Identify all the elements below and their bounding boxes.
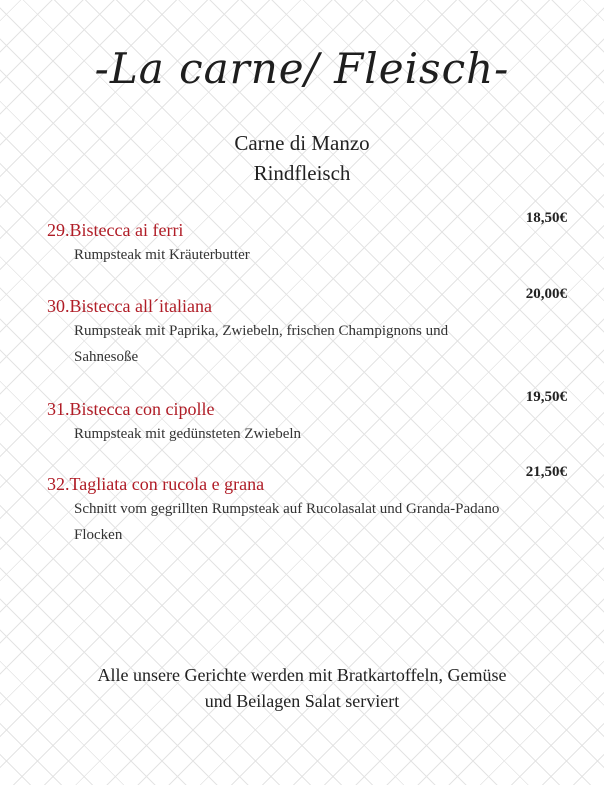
menu-item-description: Rumpsteak mit Paprika, Zwiebeln, frischen Champignons und Sahnesoße (74, 323, 449, 365)
menu-item-price: 21,50€ (525, 464, 567, 480)
menu-item (47, 210, 567, 268)
menu-item-description: Schnitt vom gegrillten Rumpsteak auf Rucolasalat und Granda-Padano Flocken (74, 501, 500, 543)
menu-item-name: 29.Bistecca ai ferri (47, 220, 184, 240)
menu-item-price: 18,50€ (525, 210, 567, 226)
menu-item-name: 31.Bistecca con cipolle (47, 399, 215, 419)
menu-item-description: Rumpsteak mit gedünsteten Zwiebeln (74, 426, 302, 442)
footer-note (0, 662, 604, 714)
menu-item-price: 19,50€ (525, 389, 567, 405)
page-title: -La carne/ Fleisch- (94, 44, 510, 93)
menu-item-name: 30.Bistecca all´italiana (47, 296, 212, 316)
menu-item-price: 20,00€ (525, 286, 567, 302)
section-title-italian: Carne di Manzo (234, 131, 370, 155)
footer-line: und Beilagen Salat serviert (204, 691, 400, 711)
section-title-german: Rindfleisch (253, 161, 351, 185)
menu-item (47, 464, 567, 548)
footer-line: Alle unsere Gerichte werden mit Bratkartoffeln, Gemüse (97, 665, 507, 685)
menu-item (47, 286, 567, 370)
menu-item (47, 389, 567, 447)
menu-item-description: Rumpsteak mit Kräuterbutter (74, 247, 250, 263)
menu-item-name: 32.Tagliata con rucola e grana (47, 474, 265, 494)
